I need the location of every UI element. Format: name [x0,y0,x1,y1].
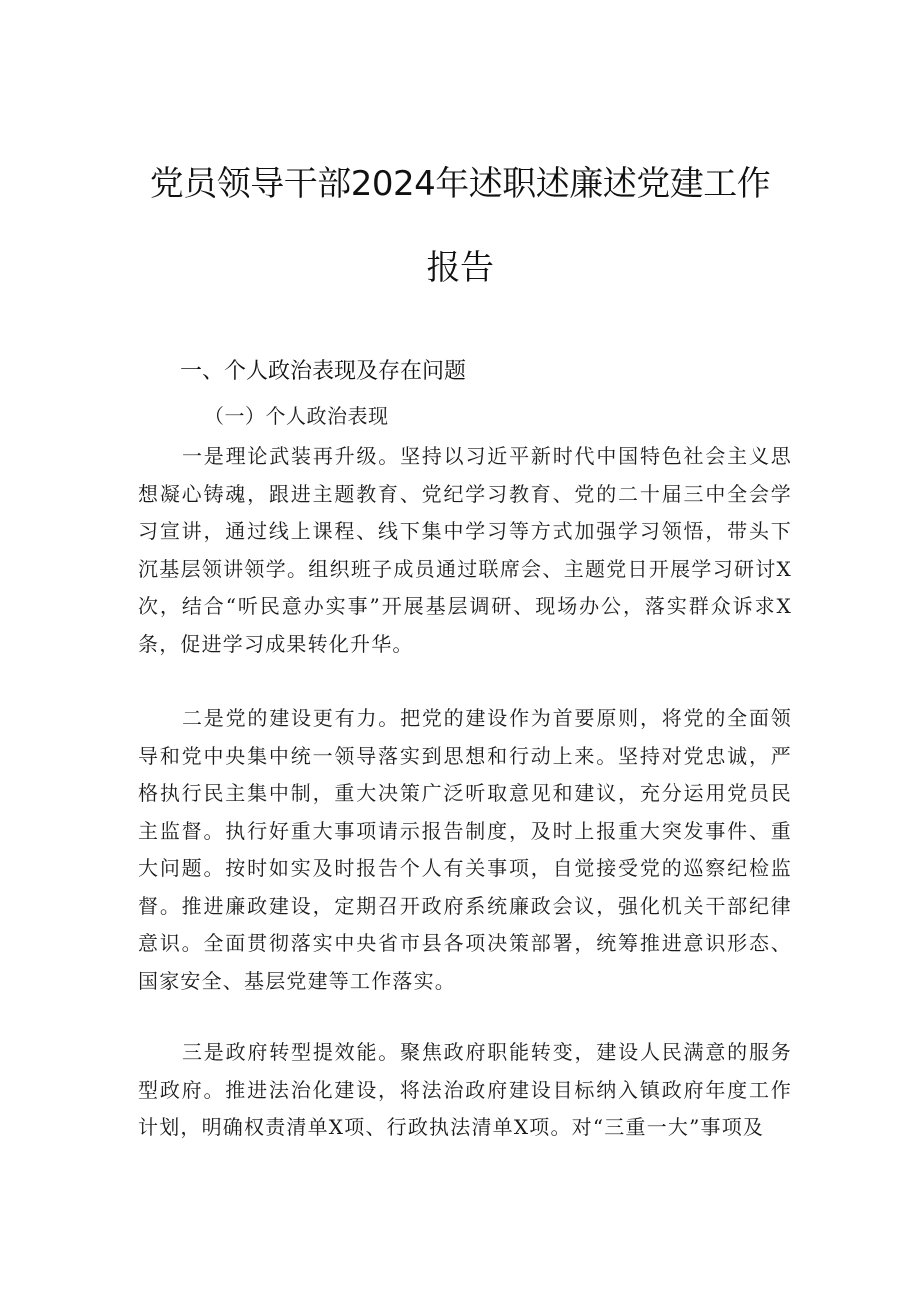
section-heading: 一、个人政治表现及存在问题 [180,359,467,384]
paragraph-theory: 一是理论武装再升级。坚持以习近平新时代中国特色社会主义思想凝心铸魂，跟进主题教育、党纪学习教育、党的二十届三中全会学习宣讲，通过线上课程、线下集中学习等方式加强学习领悟，带头下沉基层领讲领学。组织班子成员通过联席会、主题党日开展学习研讨X次，结合“听民意办实事”开展基层调研、现场办公，落实群众诉求X条，促进学习成果转化升华。 [138,444,792,656]
document-title-line-1: 党员领导干部2024年述职述廉述党建工作 [149,164,771,204]
subsection-heading: （一）个人政治表现 [204,404,389,428]
paragraph-government-transformation: 三是政府转型提效能。聚焦政府职能转变，建设人民满意的服务型政府。推进法治化建设，将法治政府建设目标纳入镇政府年度工作计划，明确权责清单X项、行政执法清单X项。对“三重一大”事项及 [138,1040,792,1139]
document-title-line-2: 报告 [426,248,494,288]
paragraph-party-building: 二是党的建设更有力。把党的建设作为首要原则，将党的全面领导和党中央集中统一领导落实到思想和行动上来。坚持对党忠诚，严格执行民主集中制，重大决策广泛听取意见和建议，充分运用党员民主监督。执行好重大事项请示报告制度，及时上报重大突发事件、重大问题。按时如实及时报告个人有关事项，自觉接受党的巡察纪检监督。推进廉政建设，定期召开政府系统廉政会议，强化机关干部纪律意识。全面贯彻落实中央省市县各项决策部署，统筹推进意识形态、国家安全、基层党建等工作落实。 [138,706,792,993]
